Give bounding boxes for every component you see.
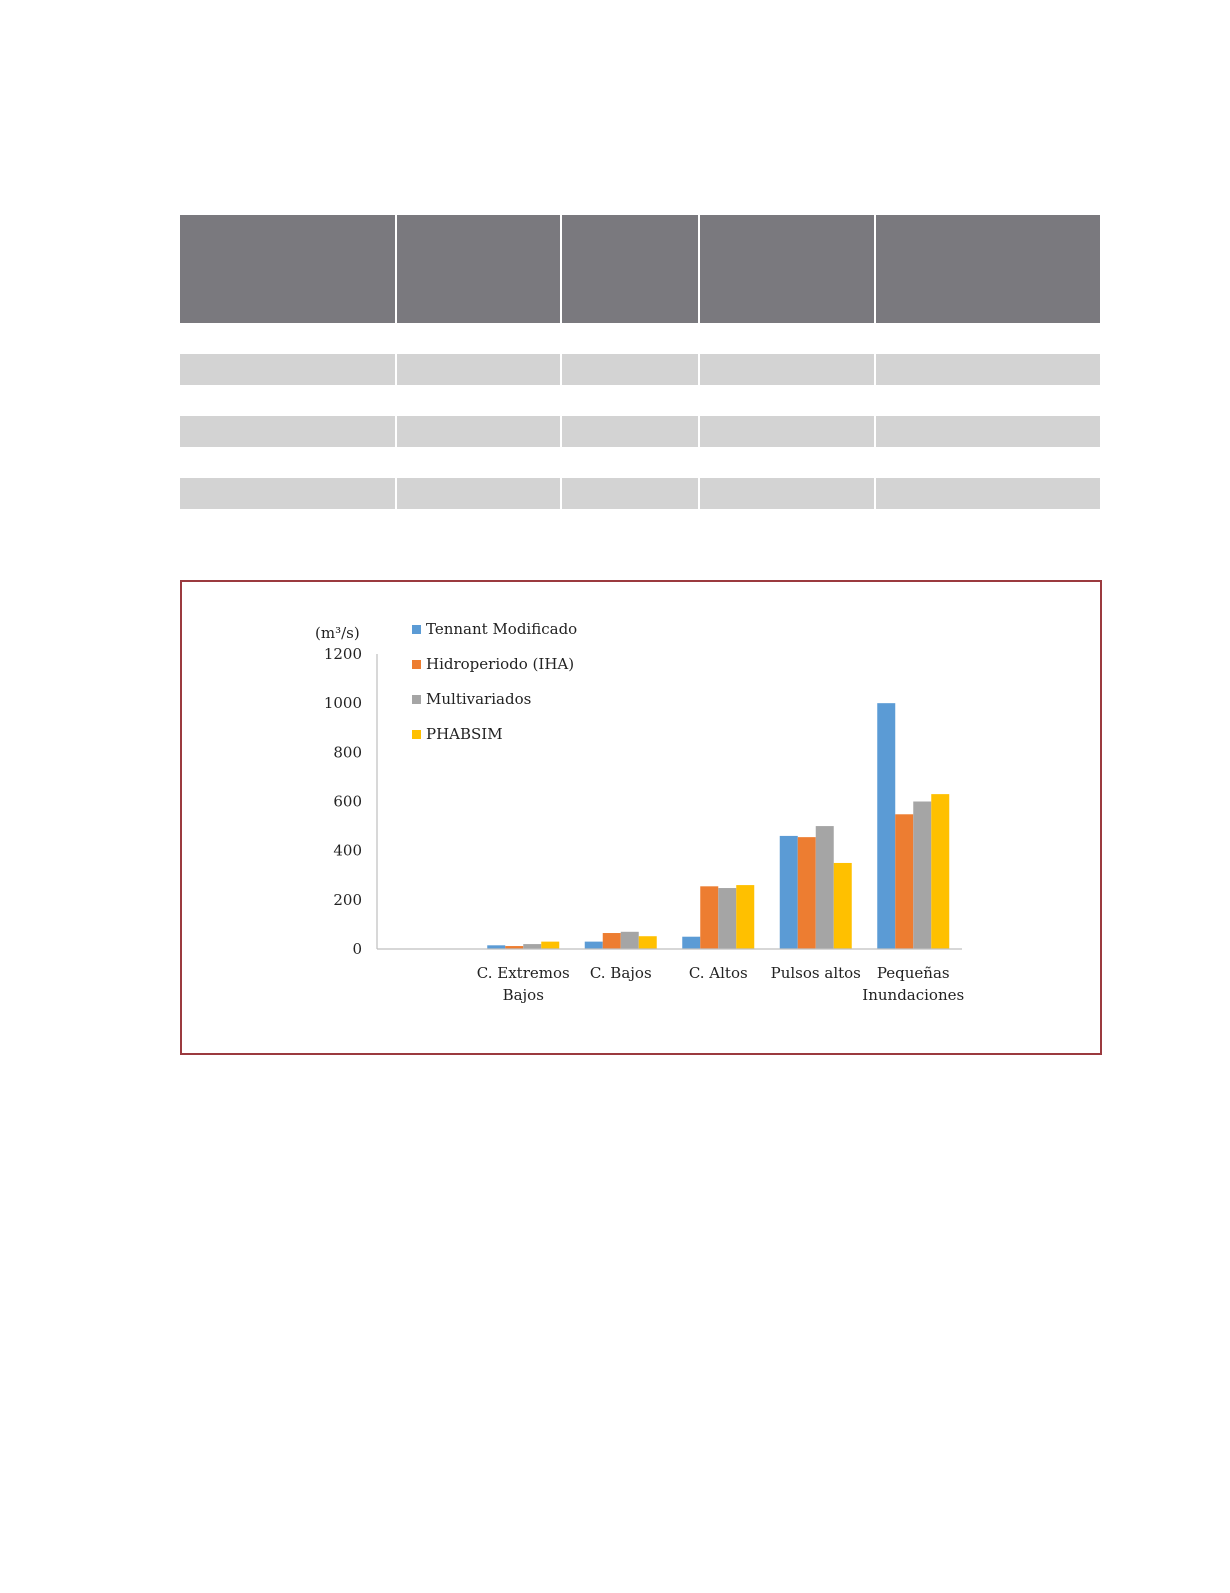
- bar: [736, 885, 754, 949]
- bar-chart: [182, 582, 1100, 1053]
- legend-swatch: [412, 625, 421, 634]
- legend-swatch: [412, 695, 421, 704]
- legend-label: Multivariados: [426, 690, 532, 708]
- bar: [541, 942, 559, 949]
- x-tick-label: Pulsos altos: [770, 964, 861, 982]
- y-tick-label: 600: [333, 792, 362, 811]
- bar: [913, 802, 931, 950]
- table-row: [180, 323, 1100, 354]
- table-row: [180, 416, 1100, 447]
- x-tick-label: Inundaciones: [862, 986, 965, 1004]
- header-cell: [396, 215, 561, 323]
- bar: [816, 826, 834, 949]
- legend: [412, 620, 577, 743]
- legend-swatch: [412, 660, 421, 669]
- header-cell: [180, 215, 396, 323]
- y-tick-label: 1200: [323, 645, 362, 663]
- legend-label: PHABSIM: [426, 725, 503, 743]
- x-axis-labels: [477, 964, 964, 1004]
- bar: [682, 937, 700, 949]
- y-axis-label: (m³/s): [315, 624, 360, 642]
- x-tick-label: Pequeñas: [876, 964, 950, 982]
- y-tick-label: 200: [333, 890, 362, 909]
- bar: [718, 888, 736, 949]
- table-row: [180, 478, 1100, 509]
- bar: [603, 933, 621, 949]
- header-cell: [699, 215, 875, 323]
- table-row: [180, 447, 1100, 478]
- bar: [931, 794, 949, 949]
- legend-label: Tennant Modificado: [426, 620, 578, 638]
- bar: [585, 942, 603, 949]
- bar: [895, 814, 913, 949]
- header-cell: [561, 215, 699, 323]
- x-tick-label: C. Bajos: [589, 964, 652, 982]
- bars: [487, 703, 949, 949]
- bar: [700, 886, 718, 949]
- bar: [523, 944, 541, 949]
- bar: [780, 836, 798, 949]
- y-tick-label: 0: [352, 940, 362, 958]
- bar: [798, 837, 816, 949]
- y-tick-label: 800: [333, 743, 362, 762]
- table-row: [180, 354, 1100, 385]
- bar: [639, 936, 657, 949]
- legend-swatch: [412, 730, 421, 739]
- header-cell: [875, 215, 1100, 323]
- table-row: [180, 385, 1100, 416]
- bar: [834, 863, 852, 949]
- x-tick-label: C. Altos: [688, 964, 748, 982]
- chart-frame: [180, 580, 1102, 1055]
- y-tick-label: 1000: [323, 694, 362, 713]
- bar: [877, 703, 895, 949]
- table-header-row: [180, 215, 1100, 323]
- legend-label: Hidroperiodo (IHA): [426, 655, 575, 673]
- x-tick-label: Bajos: [502, 986, 544, 1004]
- data-table: [180, 215, 1100, 509]
- y-tick-label: 400: [333, 841, 362, 860]
- bar: [621, 932, 639, 949]
- y-axis-ticks: [324, 645, 362, 958]
- x-tick-label: C. Extremos: [476, 964, 570, 982]
